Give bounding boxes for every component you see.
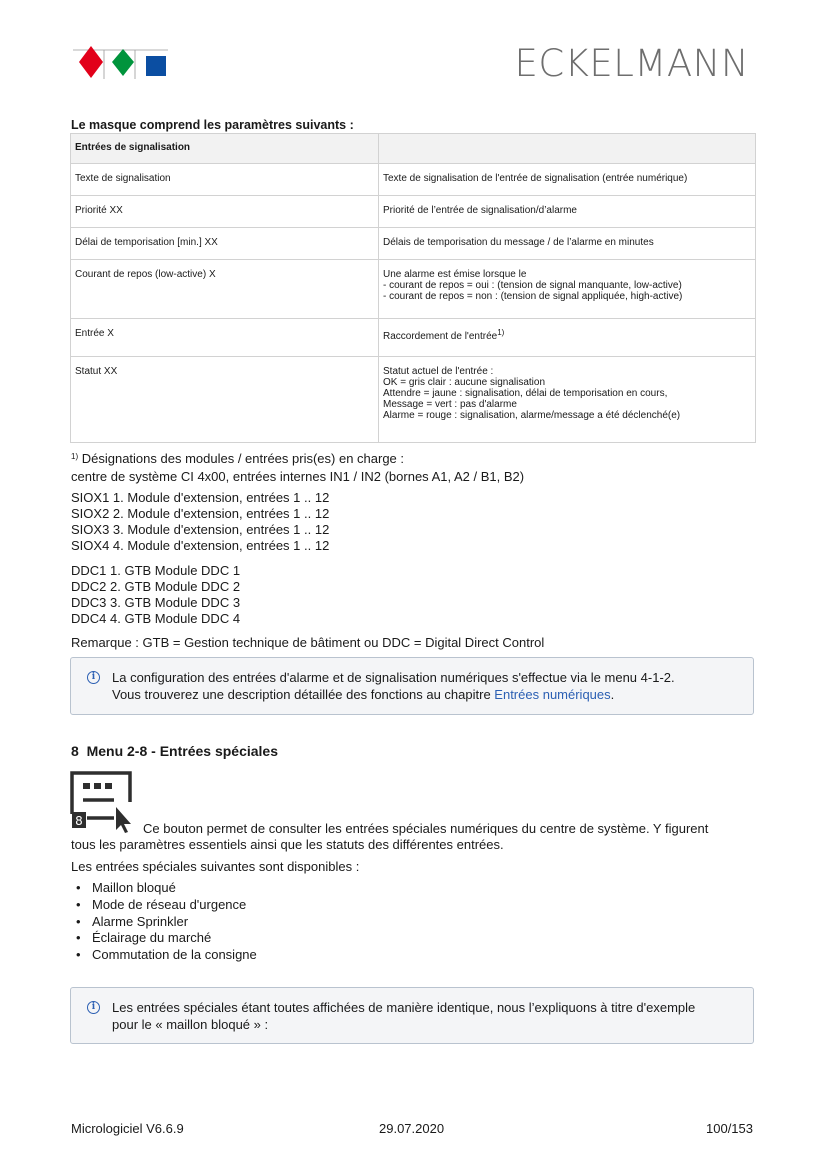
table-header-cell xyxy=(379,134,756,164)
parameters-table xyxy=(70,133,756,443)
param-description xyxy=(379,357,756,443)
param-description xyxy=(379,319,756,357)
list-item: DDC3 3. GTB Module DDC 3 xyxy=(71,595,241,610)
footnote-title xyxy=(71,451,761,467)
footnote-line: centre de système CI 4x00, entrées internes IN1 / IN2 (bornes A1, A2 / B1, B2) xyxy=(71,469,525,484)
info-line: pour le « maillon bloqué » : xyxy=(112,1017,269,1032)
param-name: Statut XX xyxy=(71,357,379,443)
desc-line: Message = vert : pas d'alarme xyxy=(383,399,517,410)
table-header-row xyxy=(71,134,756,164)
module-list-ddc xyxy=(71,563,761,627)
table-row xyxy=(71,357,756,443)
footer-date: 29.07.2020 xyxy=(379,1121,445,1136)
info-text xyxy=(112,999,741,1033)
special-inputs-list xyxy=(71,880,257,964)
list-item: SIOX4 4. Module d'extension, entrées 1 .. 12 xyxy=(71,538,330,553)
paragraph: Ce bouton permet de consulter les entrées spéciales numériques du centre de système. Y figurent xyxy=(143,821,709,836)
table-row xyxy=(71,196,756,228)
list-item: • Alarme Sprinkler xyxy=(71,914,257,931)
list-item: DDC1 1. GTB Module DDC 1 xyxy=(71,563,241,578)
list-item: DDC2 2. GTB Module DDC 2 xyxy=(71,579,241,594)
info-text xyxy=(112,669,741,703)
special-inputs-menu-icon xyxy=(70,771,135,834)
logo-blue-square xyxy=(146,56,166,76)
desc-line: - courant de repos = non : (tension de signal appliquée, high-active) xyxy=(383,291,683,302)
info-box xyxy=(70,987,754,1044)
info-line: Les entrées spéciales étant toutes affichées de manière identique, nous l’expliquons à titre d'exemple xyxy=(112,1000,696,1015)
desc-line: Raccordement de l'entrée xyxy=(383,331,498,342)
footnote-marker: 1) xyxy=(71,452,79,461)
table-row xyxy=(71,164,756,196)
footnote-text: Désignations des modules / entrées pris(es) en charge : xyxy=(78,451,405,466)
param-name: Entrée X xyxy=(71,319,379,357)
list-item: SIOX1 1. Module d'extension, entrées 1 .. 12 xyxy=(71,490,330,505)
section-title: Menu 2-8 - Entrées spéciales xyxy=(86,743,278,759)
info-box xyxy=(70,657,754,715)
param-name: Priorité XX xyxy=(71,196,379,228)
footnote-ref: 1) xyxy=(497,328,505,337)
desc-line: Alarme = rouge : signalisation, alarme/message a été déclenché(e) xyxy=(383,410,681,421)
table-intro: Le masque comprend les paramètres suivants : xyxy=(71,118,354,132)
eckelmann-logo xyxy=(73,46,168,79)
info-line: La configuration des entrées d'alarme et de signalisation numériques s'effectue via le menu 4-1-2. xyxy=(112,670,675,685)
param-name: Délai de temporisation [min.] XX xyxy=(71,228,379,260)
info-icon: i xyxy=(87,1001,100,1014)
desc-line: Délais de temporisation du message / de l’alarme en minutes xyxy=(383,237,654,248)
footer-page-number: 100/153 xyxy=(706,1121,753,1136)
list-item: • Maillon bloqué xyxy=(71,880,257,897)
param-name: Texte de signalisation xyxy=(71,164,379,196)
module-list-siox xyxy=(71,490,761,554)
desc-line: Priorité de l’entrée de signalisation/d’alarme xyxy=(383,205,577,216)
table-header-cell: Entrées de signalisation xyxy=(71,134,379,164)
info-line-text: Vous trouverez une description détaillée des fonctions au chapitre xyxy=(112,687,495,702)
section-heading xyxy=(71,743,278,759)
table-row xyxy=(71,319,756,357)
logo-green-diamond xyxy=(112,49,134,76)
list-item: • Éclairage du marché xyxy=(71,930,257,947)
desc-line: Attendre = jaune : signalisation, délai de temporisation en cours, xyxy=(383,388,668,399)
logo-red-diamond xyxy=(79,46,103,78)
icon-badge: 8 xyxy=(75,814,83,828)
list-item: SIOX3 3. Module d'extension, entrées 1 .. 12 xyxy=(71,522,330,537)
list-item: • Commutation de la consigne xyxy=(71,947,257,964)
paragraph: Les entrées spéciales suivantes sont disponibles : xyxy=(71,859,360,874)
info-line xyxy=(112,686,741,703)
list-item: DDC4 4. GTB Module DDC 4 xyxy=(71,611,241,626)
param-description xyxy=(379,164,756,196)
param-description xyxy=(379,260,756,319)
desc-line: OK = gris clair : aucune signalisation xyxy=(383,377,546,388)
footer-firmware: Micrologiciel V6.6.9 xyxy=(71,1121,184,1136)
section-number: 8 xyxy=(71,743,79,759)
param-description xyxy=(379,196,756,228)
info-line-text: . xyxy=(610,687,615,702)
desc-line: Texte de signalisation de l'entrée de signalisation (entrée numérique) xyxy=(383,173,688,184)
table-row xyxy=(71,260,756,319)
desc-line: Statut actuel de l'entrée : xyxy=(383,366,494,377)
info-icon: i xyxy=(87,671,100,684)
brand-name: ECKELMANN xyxy=(514,42,749,85)
link-entrees-numeriques[interactable]: Entrées numériques xyxy=(494,687,611,702)
table-row xyxy=(71,228,756,260)
list-item: • Mode de réseau d'urgence xyxy=(71,897,257,914)
desc-line: - courant de repos = oui : (tension de signal manquante, low-active) xyxy=(383,280,682,291)
desc-line: Une alarme est émise lorsque le xyxy=(383,269,527,280)
remark: Remarque : GTB = Gestion technique de bâtiment ou DDC = Digital Direct Control xyxy=(71,635,545,650)
param-description xyxy=(379,228,756,260)
paragraph: tous les paramètres essentiels ainsi que les statuts des différentes entrées. xyxy=(71,837,504,852)
list-item: SIOX2 2. Module d'extension, entrées 1 .. 12 xyxy=(71,506,330,521)
param-name: Courant de repos (low-active) X xyxy=(71,260,379,319)
